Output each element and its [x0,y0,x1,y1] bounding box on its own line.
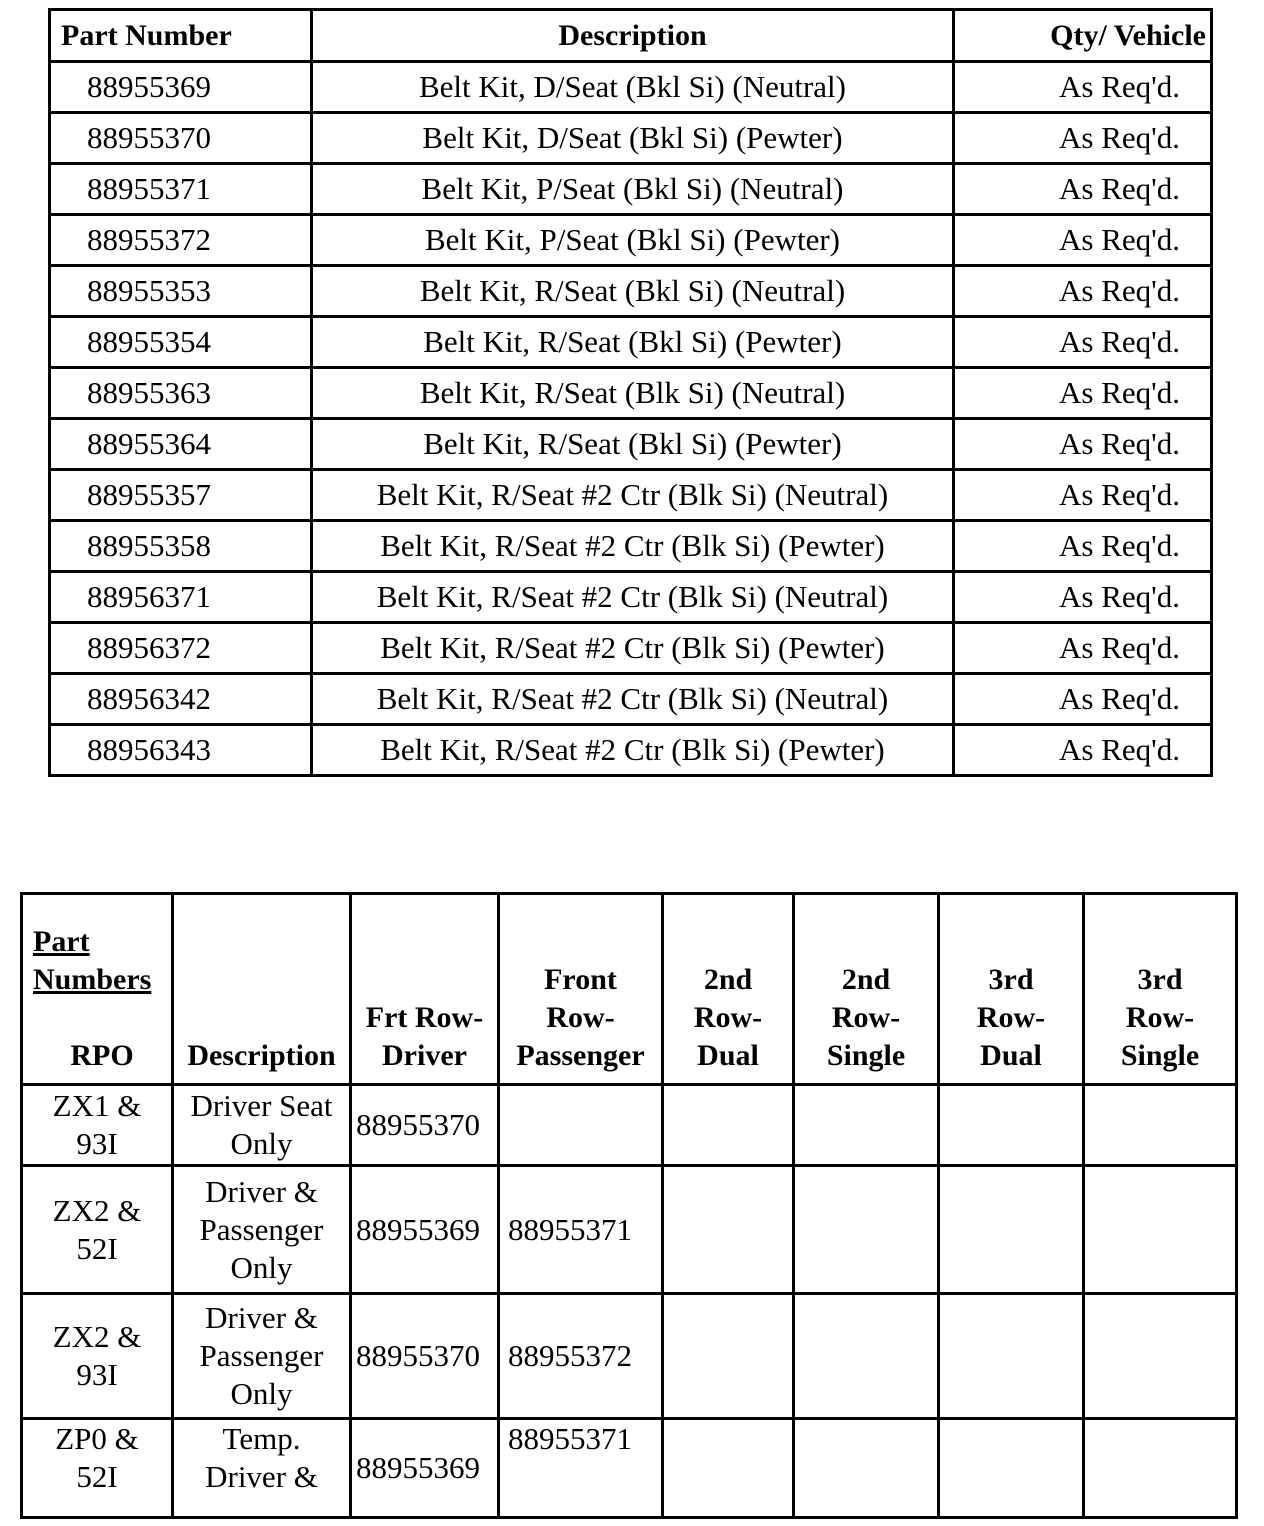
description-cell: Belt Kit, R/Seat #2 Ctr (Blk Si) (Neutral) [312,470,953,521]
rpo-text-line: ZP0 & [55,1421,139,1456]
table-row [22,1294,1237,1419]
table-row [50,62,1212,113]
qty-cell: As Req'd. [953,62,1211,113]
table-row [50,674,1212,725]
part-number-cell: 88955357 [50,470,312,521]
table-row [22,1166,1237,1294]
table-row [50,266,1212,317]
description-cell: Belt Kit, R/Seat (Bkl Si) (Neutral) [312,266,953,317]
part-number-cell: 88955353 [50,266,312,317]
table-row [50,470,1212,521]
frt-row-driver-cell: 88955369 [351,1419,499,1518]
parts-table [48,8,1213,777]
header-text-line: Row- [831,1001,901,1034]
description-cell: Belt Kit, R/Seat #2 Ctr (Blk Si) (Pewter) [312,521,953,572]
header-part-number: Part Number [50,10,312,62]
empty-cell [794,1166,939,1294]
header-frt-row-driver [351,894,499,1085]
part-number-cell: 88955354 [50,317,312,368]
header-3rd-row-dual [939,894,1084,1085]
header-text-line: Passenger [516,1039,645,1072]
description-cell: Belt Kit, P/Seat (Bkl Si) (Neutral) [312,164,953,215]
description-text-line: Temp. [222,1421,301,1456]
description-text-line: Passenger [199,1211,324,1247]
empty-cell [1084,1166,1237,1294]
table-row [50,725,1212,776]
qty-cell: As Req'd. [953,368,1211,419]
header-text-line: Frt Row- [365,1001,484,1034]
header-2nd-row-single [794,894,939,1085]
table-row [50,215,1212,266]
description-text-line: Driver & [205,1173,318,1209]
qty-cell: As Req'd. [953,113,1211,164]
header-text-line: Row- [976,1001,1046,1034]
header-text-line: Dual [980,1039,1042,1072]
description-cell: Belt Kit, R/Seat (Blk Si) (Neutral) [312,368,953,419]
table-row [22,1085,1237,1166]
description-cell: Belt Kit, P/Seat (Bkl Si) (Pewter) [312,215,953,266]
empty-cell [663,1419,794,1518]
rpo-table [20,892,1238,1519]
qty-cell: As Req'd. [953,215,1211,266]
header-front-row-passenger [499,894,663,1085]
part-number-cell: 88955371 [50,164,312,215]
header-part-label: Part [33,925,90,958]
part-number-cell: 88956343 [50,725,312,776]
description-text-line: Passenger [199,1338,324,1373]
empty-cell [663,1085,794,1166]
header-description-label: Description [187,1039,336,1072]
qty-cell: As Req'd. [953,521,1211,572]
header-text-line: Dual [697,1039,759,1072]
part-number-cell: 88955364 [50,419,312,470]
header-description [173,894,351,1085]
description-cell: Belt Kit, R/Seat #2 Ctr (Blk Si) (Neutral) [312,572,953,623]
table-row [50,113,1212,164]
table-row [22,1419,1237,1518]
header-numbers-label: Numbers [33,963,152,996]
header-rpo-label: RPO [70,1039,134,1072]
description-cell: Belt Kit, D/Seat (Bkl Si) (Pewter) [312,113,953,164]
frt-row-driver-cell: 88955370 [351,1085,499,1166]
part-number-cell: 88956371 [50,572,312,623]
frt-row-driver-cell: 88955370 [351,1294,499,1419]
rpo-header-row [22,894,1237,1085]
description-text-line: Driver Seat [190,1088,333,1123]
rpo-text-line: 93I [76,1126,118,1161]
part-number-cell: 88956372 [50,623,312,674]
header-text-line: Front [544,963,617,996]
rpo-text-line: ZX2 & [52,1319,142,1354]
description-cell [173,1419,351,1518]
empty-cell [939,1085,1084,1166]
header-text-line: Single [1120,1039,1200,1072]
description-cell: Belt Kit, R/Seat (Bkl Si) (Pewter) [312,419,953,470]
description-cell [173,1166,351,1294]
front-row-passenger-cell: 88955371 [499,1166,663,1294]
empty-cell [1084,1085,1237,1166]
frt-row-driver-cell: 88955369 [351,1166,499,1294]
rpo-text-line: 52I [76,1230,118,1266]
description-text-line: Only [230,1376,293,1411]
front-row-passenger-cell [499,1085,663,1166]
empty-cell [939,1419,1084,1518]
header-text-line: 3rd [988,963,1034,996]
description-text-line: Only [230,1249,293,1285]
empty-cell [794,1294,939,1419]
rpo-cell [22,1085,173,1166]
rpo-text-line: 93I [76,1357,118,1392]
header-text-line: Single [826,1039,906,1072]
qty-cell: As Req'd. [953,317,1211,368]
description-text-line: Driver & [205,1459,318,1494]
header-qty-vehicle: Qty/ Vehicle [953,10,1211,62]
header-3rd-row-single [1084,894,1237,1085]
description-cell: Belt Kit, D/Seat (Bkl Si) (Neutral) [312,62,953,113]
qty-cell: As Req'd. [953,674,1211,725]
table-row [50,521,1212,572]
description-cell: Belt Kit, R/Seat (Bkl Si) (Pewter) [312,317,953,368]
rpo-text-line: ZX1 & [52,1088,142,1123]
header-text-line: 2nd [841,963,891,996]
qty-cell: As Req'd. [953,266,1211,317]
table-row [50,368,1212,419]
empty-cell [794,1085,939,1166]
description-cell: Belt Kit, R/Seat #2 Ctr (Blk Si) (Pewter) [312,725,953,776]
empty-cell [939,1166,1084,1294]
header-description: Description [312,10,953,62]
qty-cell: As Req'd. [953,572,1211,623]
description-cell [173,1294,351,1419]
rpo-cell [22,1166,173,1294]
empty-cell [663,1294,794,1419]
empty-cell [663,1166,794,1294]
rpo-cell [22,1419,173,1518]
rpo-text-line: ZX2 & [52,1192,142,1228]
header-2nd-row-dual [663,894,794,1085]
qty-cell: As Req'd. [953,470,1211,521]
header-text-line: Driver [382,1039,467,1072]
rpo-text-line: 52I [76,1459,118,1494]
part-number-cell: 88955358 [50,521,312,572]
qty-cell: As Req'd. [953,419,1211,470]
table-row [50,419,1212,470]
table-row [50,164,1212,215]
empty-cell [794,1419,939,1518]
part-number-cell: 88955372 [50,215,312,266]
description-cell [173,1085,351,1166]
description-cell: Belt Kit, R/Seat #2 Ctr (Blk Si) (Neutral) [312,674,953,725]
table-row [50,623,1212,674]
description-text-line: Only [230,1126,293,1161]
empty-cell [1084,1294,1237,1419]
front-row-passenger-cell: 88955371 [499,1419,663,1518]
part-number-cell: 88956342 [50,674,312,725]
header-text-line: 2nd [703,963,753,996]
table-row [50,572,1212,623]
part-number-cell: 88955363 [50,368,312,419]
part-number-cell: 88955369 [50,62,312,113]
rpo-cell [22,1294,173,1419]
header-text-line: Row- [693,1001,763,1034]
description-cell: Belt Kit, R/Seat #2 Ctr (Blk Si) (Pewter) [312,623,953,674]
empty-cell [1084,1419,1237,1518]
part-number-cell: 88955370 [50,113,312,164]
empty-cell [939,1294,1084,1419]
description-text-line: Driver & [205,1300,318,1335]
front-row-passenger-cell: 88955372 [499,1294,663,1419]
header-part-numbers-rpo [22,894,173,1085]
header-text-line: 3rd [1137,963,1183,996]
parts-header-row [50,10,1212,62]
table-row [50,317,1212,368]
header-text-line: Row- [1125,1001,1195,1034]
qty-cell: As Req'd. [953,725,1211,776]
header-text-line: Row- [546,1001,615,1034]
qty-cell: As Req'd. [953,623,1211,674]
qty-cell: As Req'd. [953,164,1211,215]
